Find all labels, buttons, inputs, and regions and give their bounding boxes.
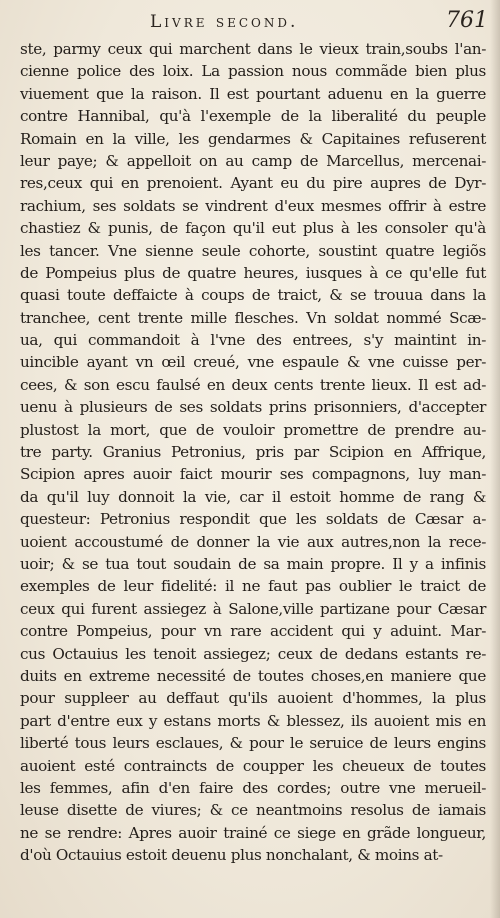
text-line: chastiez & punis, de façon qu'il eut plus à les consoler qu'à bbox=[20, 219, 486, 238]
text-line: exemples de leur fidelité: il ne faut pas oublier le traict de bbox=[20, 577, 486, 596]
text-line: res,ceux qui en prenoient. Ayant eu du pire aupres de Dyr- bbox=[20, 174, 486, 193]
text-line: duits en extreme necessité de toutes choses,en maniere que bbox=[20, 666, 486, 685]
text-line: cienne police des loix. La passion nous commãde bien plus bbox=[20, 62, 486, 81]
text-line: cees, & son escu faulsé en deux cents trente lieux. Il est ad- bbox=[20, 375, 486, 394]
running-head: Livre second. bbox=[150, 12, 299, 32]
text-line: rachium, ses soldats se vindrent d'eux mesmes offrir à estre bbox=[20, 196, 486, 215]
text-line: da qu'il luy donnoit la vie, car il estoit homme de rang & bbox=[20, 487, 486, 506]
text-line: de Pompeius plus de quatre heures, iusques à ce qu'elle fut bbox=[20, 263, 486, 282]
text-line: uenu à plusieurs de ses soldats prins prisonniers, d'accepter bbox=[20, 398, 486, 417]
text-line: uoir; & se tua tout soudain de sa main propre. Il y a infinis bbox=[20, 554, 486, 573]
text-line: uincible ayant vn œil creué, vne espaule & vne cuisse per- bbox=[20, 353, 486, 372]
page-header bbox=[0, 8, 500, 40]
text-line: Romain en la ville, les gendarmes & Capitaines refuserent bbox=[20, 129, 486, 148]
text-line: viuement que la raison. Il est pourtant aduenu en la guerre bbox=[20, 84, 486, 103]
text-line: ne se rendre: Apres auoir trainé ce siege en grãde longueur, bbox=[20, 823, 486, 842]
text-line: ua, qui commandoit à l'vne des entrees, s'y maintint in- bbox=[20, 331, 486, 350]
page-number: 761 bbox=[446, 8, 488, 33]
text-line: auoient esté contraincts de coupper les cheueux de toutes bbox=[20, 756, 486, 775]
text-line: quasi toute deffaicte à coups de traict, & se trouua dans la bbox=[20, 286, 486, 305]
page-edge-shadow bbox=[490, 0, 500, 918]
text-line: uoient accoustumé de donner la vie aux autres,non la rece- bbox=[20, 532, 486, 551]
text-line: liberté tous leurs esclaues, & pour le seruice de leurs engins bbox=[20, 734, 486, 753]
text-line: contre Pompeius, pour vn rare accident qui y aduint. Mar- bbox=[20, 622, 486, 641]
body-text bbox=[20, 38, 486, 866]
text-line: leuse disette de viures; & ce neantmoins resolus de iamais bbox=[20, 801, 486, 820]
text-line: ceux qui furent assiegez à Salone,ville partizane pour Cæsar bbox=[20, 599, 486, 618]
text-line: d'où Octauius estoit deuenu plus nonchalant, & moins at- bbox=[20, 846, 443, 865]
text-line: questeur: Petronius respondit que les soldats de Cæsar a- bbox=[20, 510, 486, 529]
text-line: pour suppleer au deffaut qu'ils auoient d'hommes, la plus bbox=[20, 689, 486, 708]
text-line: les tancer. Vne sienne seule cohorte, soustint quatre legiõs bbox=[20, 241, 486, 260]
text-line: leur paye; & appelloit on au camp de Marcellus, mercenai- bbox=[20, 151, 486, 170]
text-line: cus Octauius les tenoit assiegez; ceux de dedans estants re- bbox=[20, 644, 486, 663]
text-line: les femmes, afin d'en faire des cordes; outre vne merueil- bbox=[20, 778, 486, 797]
text-line: ste, parmy ceux qui marchent dans le vieux train,soubs l'an- bbox=[20, 40, 486, 58]
text-line: tre party. Granius Petronius, pris par Scipion en Affrique, bbox=[20, 443, 486, 462]
text-line: Scipion apres auoir faict mourir ses compagnons, luy man- bbox=[20, 465, 486, 484]
text-line: part d'entre eux y estans morts & blessez, ils auoient mis en bbox=[20, 711, 486, 730]
text-line: tranchee, cent trente mille flesches. Vn soldat nommé Scæ- bbox=[20, 308, 486, 327]
text-line: contre Hannibal, qu'à l'exemple de la liberalité du peuple bbox=[20, 107, 486, 126]
text-line: plustost la mort, que de vouloir promettre de prendre au- bbox=[20, 420, 486, 439]
